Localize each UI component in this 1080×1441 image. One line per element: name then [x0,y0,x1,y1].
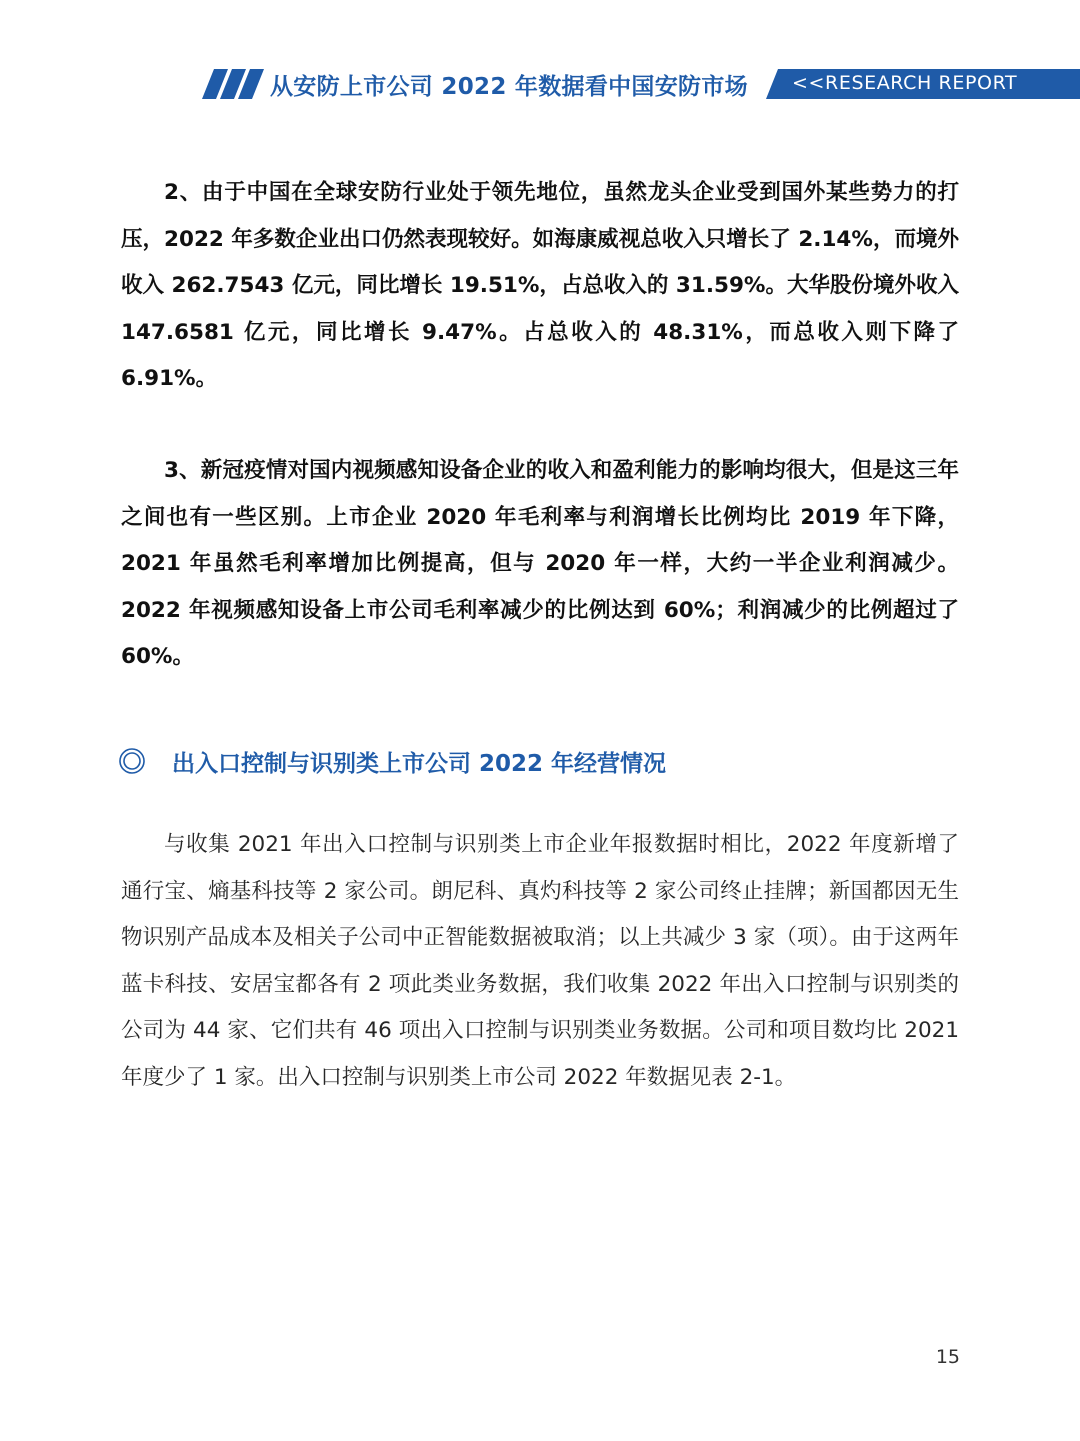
double-circle-icon [118,747,146,775]
research-report-tag: <<RESEARCH REPORT [792,72,1018,94]
paragraph-access-control-summary: 与收集 2021 年出入口控制与识别类上市企业年报数据时相比，2022 年度新增了通行宝、熵基科技等 2 家公司。朗尼科、真灼科技等 2 家公司终止挂牌；新国都因无生物识别产品成本及相关子公司中正智能数据被取消；以上共减少 3 家（项）。由于这两年蓝卡科技、安居宝都各有 2 项此类业务数据，我们收集 2022 年出入口控制与识别类的公司为 44 家、它们共有 46 项出入口控制与识别类业务数据。公司和项目数均比 2021 年度少了 1 家。出入口控制与识别类上市公司 2022 年数据见表 2-1。 [121,832,959,1090]
section-heading [118,742,958,780]
page-header [0,62,1080,106]
slash-stripes-icon [202,69,264,99]
paragraph-covid-impact: 3、新冠疫情对国内视频感知设备企业的收入和盈利能力的影响均很大，但是这三年之间也有一些区别。上市企业 2020 年毛利率与利润增长比例均比 2019 年下降，2021 年虽然毛利率增加比例提高，但与 2020 年一样，大约一半企业利润减少。2022 年视频感知设备上市公司毛利率减少的比例达到 60%；利润减少的比例超过了 60%。 [121,458,959,669]
section-title: 出入口控制与识别类上市公司 2022 年经营情况 [172,751,667,777]
paragraph-export-performance: 2、由于中国在全球安防行业处于领先地位，虽然龙头企业受到国外某些势力的打压，2022 年多数企业出口仍然表现较好。如海康威视总收入只增长了 2.14%，而境外收入 262.7543 亿元，同比增长 19.51%，占总收入的 31.59%。大华股份境外收入 147.6581 亿元，同比增长 9.47%。占总收入的 48.31%，而总收入则下降了 6.91%。 [121,180,959,391]
header-title: 从安防上市公司 2022 年数据看中国安防市场 [270,74,748,100]
page-number: 15 [935,1346,960,1368]
